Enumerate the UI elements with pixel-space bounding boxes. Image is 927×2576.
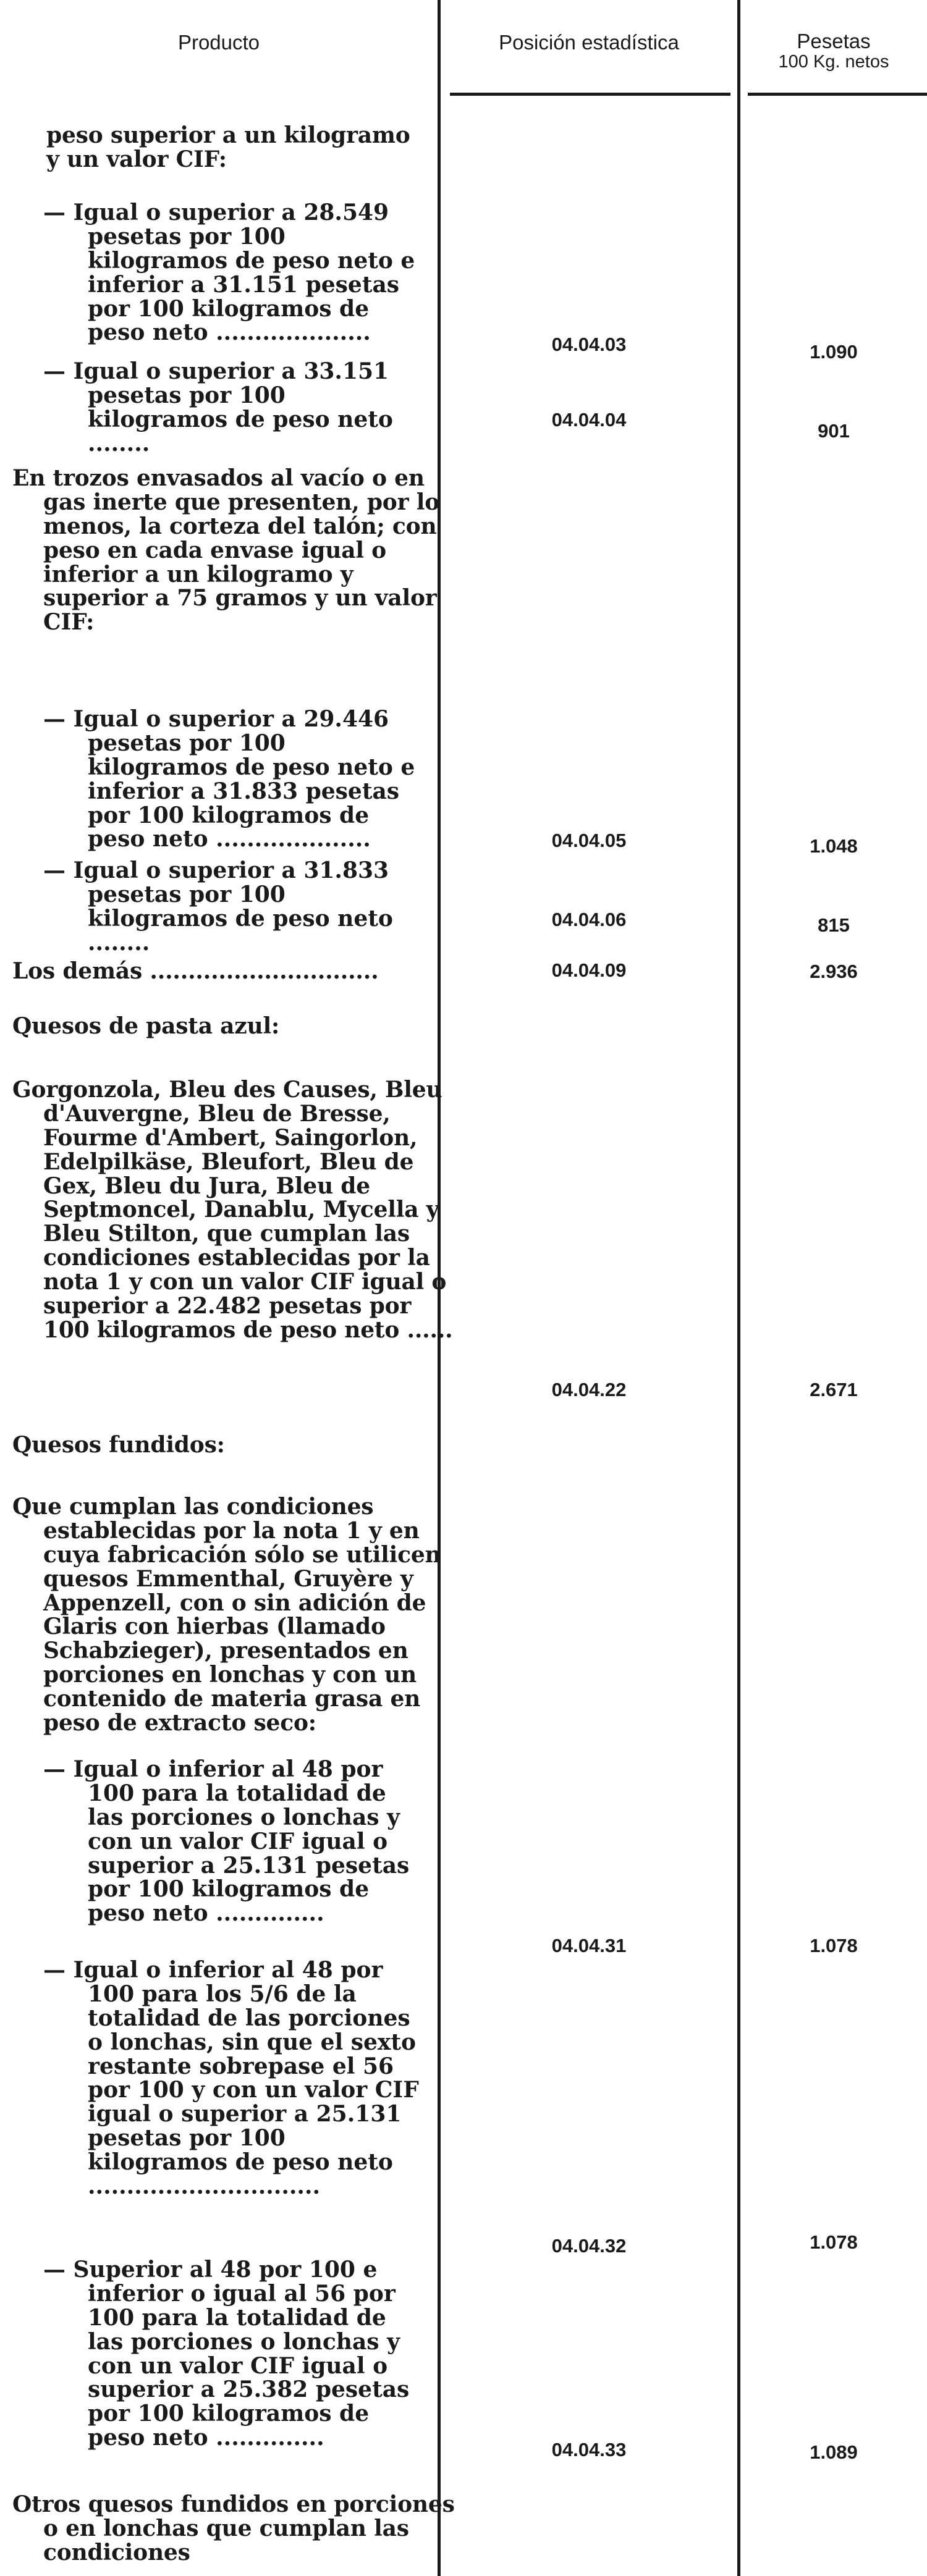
position-code: 04.04.33 bbox=[551, 2439, 627, 2460]
product-text: peso superior a un kilogramo y un valor CIF: bbox=[46, 122, 410, 172]
column-divider-2 bbox=[737, 0, 740, 2576]
amount-value: 2.671 bbox=[810, 1379, 858, 1400]
section-heading: Quesos fundidos: bbox=[12, 1432, 225, 1458]
header-rule-position bbox=[450, 93, 730, 96]
section-heading: Quesos de pasta azul: bbox=[12, 1013, 280, 1039]
header-pesetas bbox=[740, 31, 927, 71]
amount-value: 1.048 bbox=[810, 835, 858, 857]
position-code: 04.04.03 bbox=[551, 334, 627, 355]
position-code: 04.04.09 bbox=[551, 959, 627, 981]
product-bullet: — Igual o superior a 29.446 pesetas por 100 kilogramos de peso neto e inferior a 31.833 pesetas por 100 kilogramos de peso neto .................... bbox=[43, 706, 415, 852]
product-bullet: — Igual o inferior al 48 por 100 para los 5/6 de la totalidad de las porciones o lonchas, sin que el sexto restante sobrepase el 56 por 100 y con un valor CIF igual o superior a 25.131 pesetas por 100 kilogramos de peso neto .............................. bbox=[43, 1957, 419, 2199]
position-code: 04.04.04 bbox=[551, 409, 627, 431]
header-pesetas-unit: 100 Kg. netos bbox=[778, 51, 889, 72]
position-code: 04.04.05 bbox=[551, 830, 627, 851]
header-position: Posición estadística bbox=[499, 31, 679, 54]
header-rule-pesetas bbox=[748, 93, 927, 96]
product-bullet: — Superior al 48 por 100 e inferior o igual al 56 por 100 para la totalidad de las porciones o lonchas y con un valor CIF igual o superior a 25.382 pesetas por 100 kilogramos de peso neto .............. bbox=[43, 2257, 410, 2451]
header-pesetas-label: Pesetas bbox=[797, 30, 871, 53]
product-bullet: — Igual o superior a 31.833 pesetas por 100 kilogramos de peso neto ........ bbox=[43, 857, 393, 956]
position-code: 04.04.31 bbox=[551, 1935, 627, 1956]
amount-value: 2.936 bbox=[810, 961, 858, 982]
product-text: Que cumplan las condiciones establecidas por la nota 1 y en cuya fabricación sólo se utilicen quesos Emmenthal, Gruyère y Appenzell, con o sin adición de Glaris con hierbas (llamado Schabzieger), presentados en porciones en lonchas y con un contenido de materia grasa en peso de extracto seco: bbox=[12, 1494, 441, 1736]
position-code: 04.04.22 bbox=[551, 1379, 627, 1400]
position-code: 04.04.06 bbox=[551, 909, 627, 930]
product-bullet: — Igual o inferior al 48 por 100 para la totalidad de las porciones o lonchas y con un valor CIF igual o superior a 25.131 pesetas por 100 kilogramos de peso neto .............. bbox=[43, 1756, 410, 1927]
amount-value: 815 bbox=[818, 914, 850, 936]
product-text: Otros quesos fundidos en porciones o en lonchas que cumplan las condiciones bbox=[12, 2491, 455, 2565]
product-text: Los demás .............................. bbox=[12, 958, 379, 984]
amount-value: 1.089 bbox=[810, 2441, 858, 2463]
product-bullet: — Igual o superior a 33.151 pesetas por 100 kilogramos de peso neto ........ bbox=[43, 358, 393, 457]
header-product: Producto bbox=[177, 31, 260, 54]
product-text: Gorgonzola, Bleu des Causes, Bleu d'Auvergne, Bleu de Bresse, Fourme d'Ambert, Saingorlon, Edelpilkäse, Bleufort, Bleu de Gex, Bleu du Jura, Bleu de Septmoncel, Danablu, Mycella y Bleu Stilton, que cumplan las condiciones establecidas por la nota 1 y con un valor CIF igual o superior a 22.482 pesetas por 100 kilogramos de peso neto ...... bbox=[12, 1077, 453, 1343]
amount-value: 1.090 bbox=[810, 341, 858, 363]
amount-value: 901 bbox=[818, 420, 850, 442]
position-code: 04.04.32 bbox=[551, 2235, 627, 2257]
product-bullet: — Igual o superior a 28.549 pesetas por 100 kilogramos de peso neto e inferior a 31.151 pesetas por 100 kilogramos de peso neto .................... bbox=[43, 200, 415, 346]
product-text: En trozos envasados al vacío o en gas inerte que presenten, por lo menos, la corteza del talón; con peso en cada envase igual o inferior a un kilogramo y superior a 75 gramos y un valor CIF: bbox=[12, 465, 440, 636]
amount-value: 1.078 bbox=[810, 1935, 858, 1956]
amount-value: 1.078 bbox=[810, 2231, 858, 2253]
